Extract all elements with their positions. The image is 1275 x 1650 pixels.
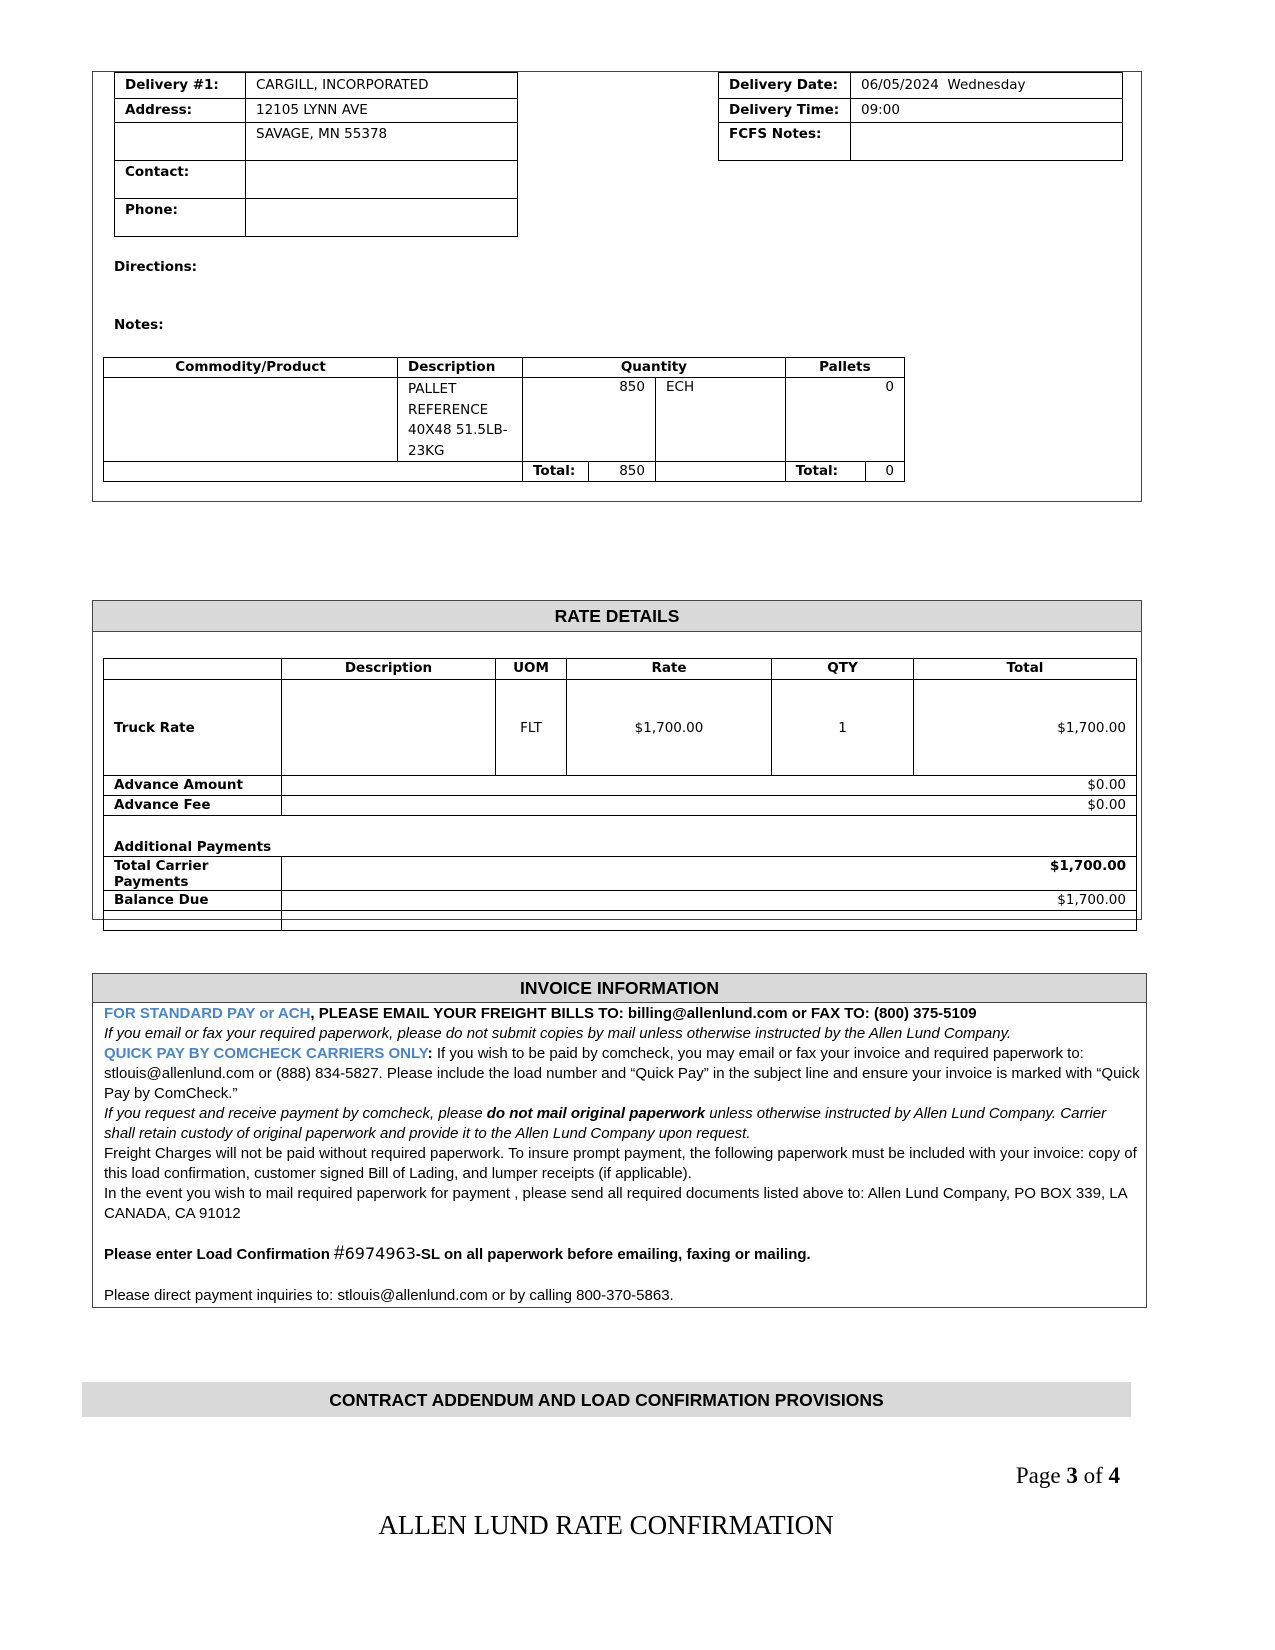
- advance-fee-label: Advance Fee: [104, 796, 282, 816]
- pallets-header: Pallets: [785, 358, 904, 378]
- unit-cell: ECH: [656, 378, 786, 462]
- rate-header-blank: [104, 659, 282, 680]
- invoice-body: [104, 1004, 1140, 1306]
- table-row: [104, 378, 905, 462]
- phone-label: Phone:: [115, 199, 246, 237]
- fcfs-label: FCFS Notes:: [719, 123, 851, 161]
- page-number: [1016, 1463, 1120, 1489]
- directions-label: Directions:: [114, 259, 198, 275]
- rate-details-table: [103, 658, 1137, 931]
- load-number: 6974963: [344, 1244, 416, 1263]
- quick-pay-line: [104, 1044, 1140, 1104]
- contact-value: [246, 161, 518, 199]
- additional-payments-label: Additional Payments: [104, 816, 1137, 857]
- load-text-b: -SL on all paperwork before emailing, faxing or mailing.: [415, 1246, 811, 1263]
- delivery-time: 09:00: [851, 99, 1123, 123]
- quick-pay-colon: :: [427, 1045, 433, 1062]
- balance-due-value: $1,700.00: [282, 891, 1137, 911]
- description-header: Description: [398, 358, 523, 378]
- total-carrier-payments-value: $1,700.00: [282, 857, 1137, 891]
- standard-pay-line: [104, 1004, 1140, 1024]
- description-line: 40X48 51.5LB-: [408, 422, 508, 438]
- total-unit-blank: [656, 462, 786, 482]
- balance-due-label: Balance Due: [104, 891, 282, 911]
- of-word: of: [1077, 1463, 1109, 1488]
- mail-paperwork-note: In the event you wish to mail required paperwork for payment , please send all required documents listed above to: Allen Lund Company, PO BOX 339, LA CANADA, CA 91012: [104, 1185, 1127, 1222]
- total-pallets: 0: [865, 462, 904, 482]
- rate-qty-header: QTY: [772, 659, 914, 680]
- comcheck-bold: do not mail original paperwork: [486, 1105, 706, 1122]
- description-line: 23KG: [408, 442, 445, 459]
- delivery-date: 06/05/2024 Wednesday: [851, 73, 1123, 99]
- address-label: Address:: [115, 99, 246, 123]
- contact-label: Contact:: [115, 161, 246, 199]
- rate-details-title: RATE DETAILS: [93, 601, 1141, 632]
- freight-charges-note: Freight Charges will not be paid without required paperwork. To insure prompt payment, the following paperwork must be included with your invoice: copy of this load confirmation, customer signed Bill of Lading, and lumper receipts (if applicable).: [104, 1145, 1137, 1182]
- product-cell: [104, 378, 398, 462]
- description-cell: [398, 378, 523, 462]
- delivery-address-table: [114, 72, 518, 237]
- commodity-header: Commodity/Product: [104, 358, 398, 378]
- table-row: [104, 680, 1137, 776]
- payment-inquiries-line: Please direct payment inquiries to: stlouis@allenlund.com or by calling 800-370-5863.: [104, 1287, 674, 1304]
- standard-pay-text: , PLEASE EMAIL YOUR FREIGHT BILLS TO: billing@allenlund.com or FAX TO: (800) 375-5109: [310, 1005, 977, 1022]
- quick-pay-heading: QUICK PAY BY COMCHECK CARRIERS ONLY: [104, 1045, 428, 1062]
- comcheck-note: [104, 1104, 1140, 1144]
- rate-total-header: Total: [914, 659, 1137, 680]
- document-title: ALLEN LUND RATE CONFIRMATION: [378, 1510, 834, 1540]
- rate-description-header: Description: [282, 659, 496, 680]
- load-confirmation-line: [104, 1244, 1140, 1265]
- advance-fee-value: $0.00: [282, 796, 1137, 816]
- truck-rate-description: [282, 680, 496, 776]
- comcheck-text-a: If you request and receive payment by comcheck, please: [104, 1105, 487, 1122]
- page-total: 4: [1108, 1463, 1120, 1488]
- rate-uom-header: UOM: [496, 659, 567, 680]
- phone-value: [246, 199, 518, 237]
- comcheck-text-b: unless otherwise instructed by Allen Lund Company. Carrier shall retain custody of original paperwork and provide it to the Allen Lund Company upon request.: [104, 1105, 1107, 1142]
- email-fax-note: If you email or fax your required paperwork, please do not submit copies by mail unless otherwise instructed by the Allen Lund Company.: [104, 1025, 1012, 1042]
- invoice-section: [92, 973, 1147, 1308]
- quick-pay-text: If you wish to be paid by comcheck, you may email or fax your invoice and required paperwork to: stlouis@allenlund.com or (888) 834-5827. Please include the load number and “Quick Pay” in the subject line and ensure your invoice is marked with “Quick Pay by ComCheck.”: [104, 1045, 1140, 1102]
- delivery-label: Delivery #1:: [115, 73, 246, 99]
- invoice-title: INVOICE INFORMATION: [93, 974, 1146, 1003]
- truck-rate-rate: $1,700.00: [567, 680, 772, 776]
- truck-rate-qty: 1: [772, 680, 914, 776]
- page-num: 3: [1066, 1463, 1078, 1488]
- rate-blank-value: [282, 911, 1137, 931]
- delivery-time-table: [718, 72, 1123, 161]
- truck-rate-uom: FLT: [496, 680, 567, 776]
- total-pallets-label: Total:: [785, 462, 865, 482]
- addendum-title: CONTRACT ADDENDUM AND LOAD CONFIRMATION PROVISIONS: [82, 1382, 1131, 1417]
- total-quantity-cell: [523, 462, 656, 482]
- quantity-cell: 850: [523, 378, 656, 462]
- load-text-a: Please enter Load Confirmation: [104, 1246, 335, 1263]
- page-word: Page: [1015, 1463, 1067, 1488]
- rate-rate-header: Rate: [567, 659, 772, 680]
- total-row-blank: [104, 462, 523, 482]
- notes-label: Notes:: [114, 317, 164, 333]
- commodity-table: [103, 357, 905, 482]
- truck-rate-label: Truck Rate: [104, 680, 282, 776]
- total-label: Total:: [523, 462, 589, 481]
- rate-blank-label: [104, 911, 282, 931]
- truck-rate-total: $1,700.00: [914, 680, 1137, 776]
- delivery-name: CARGILL, INCORPORATED: [246, 73, 518, 99]
- delivery-date-label: Delivery Date:: [719, 73, 851, 99]
- fcfs-value: [851, 123, 1123, 161]
- description-line: REFERENCE: [408, 401, 489, 418]
- standard-pay-heading: FOR STANDARD PAY or ACH: [104, 1005, 311, 1022]
- quantity-header: Quantity: [523, 358, 786, 378]
- delivery-time-label: Delivery Time:: [719, 99, 851, 123]
- pallets-cell: 0: [785, 378, 904, 462]
- address-line2: SAVAGE, MN 55378: [246, 123, 518, 161]
- total-quantity: 850: [619, 463, 645, 479]
- address-blank-label: [115, 123, 246, 161]
- advance-amount-label: Advance Amount: [104, 776, 282, 796]
- description-line: PALLET: [408, 381, 457, 397]
- address-line1: 12105 LYNN AVE: [246, 99, 518, 123]
- advance-amount-value: $0.00: [282, 776, 1137, 796]
- total-carrier-payments-label: Total Carrier Payments: [104, 857, 282, 891]
- load-hash: #: [334, 1243, 345, 1264]
